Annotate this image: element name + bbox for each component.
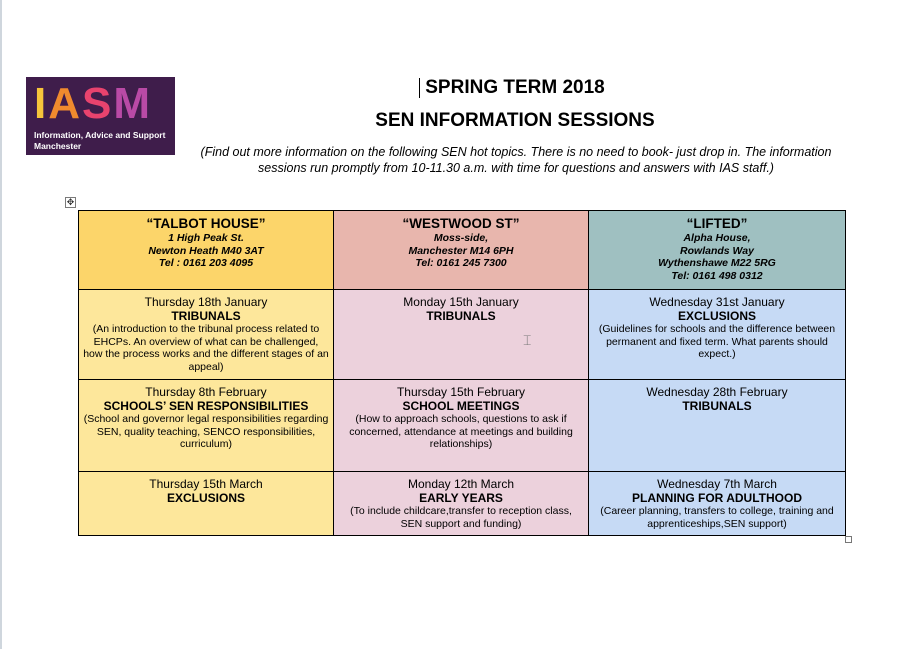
session-cell[interactable] — [589, 380, 846, 472]
logo-letter-a: A — [48, 79, 81, 128]
intro-paragraph[interactable]: (Find out more information on the following SEN hot topics. There is no need to book- just drop in. The information sessions run promptly from 10-11.30 a.m. with time for questions and answers with IAS staff.) — [200, 145, 832, 175]
session-date: Wednesday 7th March — [657, 477, 777, 491]
session-row — [79, 380, 846, 472]
session-topic: EXCLUSIONS — [166, 491, 245, 505]
venue-name: “WESTWOOD ST” — [402, 216, 520, 231]
table-resize-handle[interactable] — [845, 536, 852, 543]
session-description: (An introduction to the tribunal process related to EHCPs. An overview of what can be challenged, how the process works and the different stages of an appeal) — [83, 323, 329, 373]
page-subtitle[interactable]: SEN INFORMATION SESSIONS — [375, 110, 655, 131]
session-date: Thursday 15th February — [396, 385, 526, 399]
session-cell[interactable] — [79, 472, 334, 536]
session-topic: TRIBUNALS — [682, 399, 752, 413]
venue-talbot-house[interactable] — [79, 211, 334, 290]
session-description: (How to approach schools, questions to ask if concerned, attendance at meetings and building relationships) — [349, 413, 573, 450]
venue-address-line: 1 High Peak St. — [168, 232, 244, 244]
session-cell[interactable] — [79, 290, 334, 380]
venue-lifted[interactable] — [589, 211, 846, 290]
session-description: (Guidelines for schools and the difference between permanent and fixed term. What parents should expect.) — [598, 323, 836, 360]
session-date: Monday 12th March — [407, 477, 515, 491]
i-beam-icon: ⌶ — [523, 332, 532, 348]
venue-header-row — [79, 211, 846, 290]
session-topic: TRIBUNALS — [426, 309, 496, 323]
venue-westwood-st[interactable] — [334, 211, 589, 290]
move-arrows-icon[interactable]: ✥ — [66, 197, 75, 207]
session-date: Thursday 8th February — [145, 385, 267, 399]
logo-letters — [34, 81, 150, 127]
session-cell[interactable] — [334, 380, 589, 472]
logo-letter-i: I — [34, 79, 47, 128]
session-date: Monday 15th January — [403, 295, 519, 309]
session-date: Wednesday 31st January — [649, 295, 785, 309]
session-description: (School and governor legal responsibilities regarding SEN, quality teaching, SENCO responsibilities, curriculum) — [83, 413, 329, 450]
venue-address-line: Wythenshawe M22 5RG — [658, 257, 776, 269]
logo-letter-s: S — [82, 79, 112, 128]
venue-address-line: Manchester M14 6PH — [408, 244, 514, 257]
venue-address-line: Moss-side, — [433, 232, 489, 244]
venue-phone: Tel: 0161 498 0312 — [671, 269, 763, 282]
session-cell[interactable] — [79, 380, 334, 472]
logo-tagline: Information, Advice and Support Manchester — [34, 130, 166, 151]
session-date: Thursday 15th March — [149, 477, 263, 491]
session-cell[interactable] — [589, 290, 846, 380]
session-topic: EXCLUSIONS — [677, 309, 756, 323]
session-row — [79, 290, 846, 380]
session-date: Wednesday 28th February — [646, 385, 788, 399]
session-cell[interactable] — [334, 472, 589, 536]
session-row — [79, 472, 846, 536]
venue-name: “LIFTED” — [686, 216, 748, 231]
venue-name: “TALBOT HOUSE” — [146, 216, 266, 231]
session-topic: TRIBUNALS — [171, 309, 241, 323]
session-description: (To include childcare,transfer to reception class, SEN support and funding) — [350, 505, 572, 530]
page-title[interactable]: SPRING TERM 2018 — [425, 77, 605, 98]
venue-address-line: Alpha House, — [683, 232, 751, 244]
page-edge — [0, 0, 2, 649]
iasm-logo — [26, 77, 175, 155]
logo-letter-m: M — [113, 79, 151, 128]
venue-phone: Tel : 0161 203 4095 — [158, 257, 254, 269]
session-topic: SCHOOL MEETINGS — [402, 399, 520, 413]
session-date: Thursday 18th January — [144, 295, 268, 309]
session-topic: PLANNING FOR ADULTHOOD — [632, 491, 802, 505]
session-topic: EARLY YEARS — [419, 491, 503, 505]
session-description: (Career planning, transfers to college, training and apprenticeships,SEN support) — [600, 505, 834, 530]
session-topic: SCHOOLS’ SEN RESPONSIBILITIES — [103, 399, 309, 413]
venue-address-line: Rowlands Way — [680, 244, 754, 257]
sessions-table — [78, 210, 846, 536]
session-cell[interactable] — [589, 472, 846, 536]
venue-address-line: Newton Heath M40 3AT — [148, 244, 264, 257]
venue-phone: Tel: 0161 245 7300 — [415, 257, 507, 269]
session-cell[interactable] — [334, 290, 589, 380]
